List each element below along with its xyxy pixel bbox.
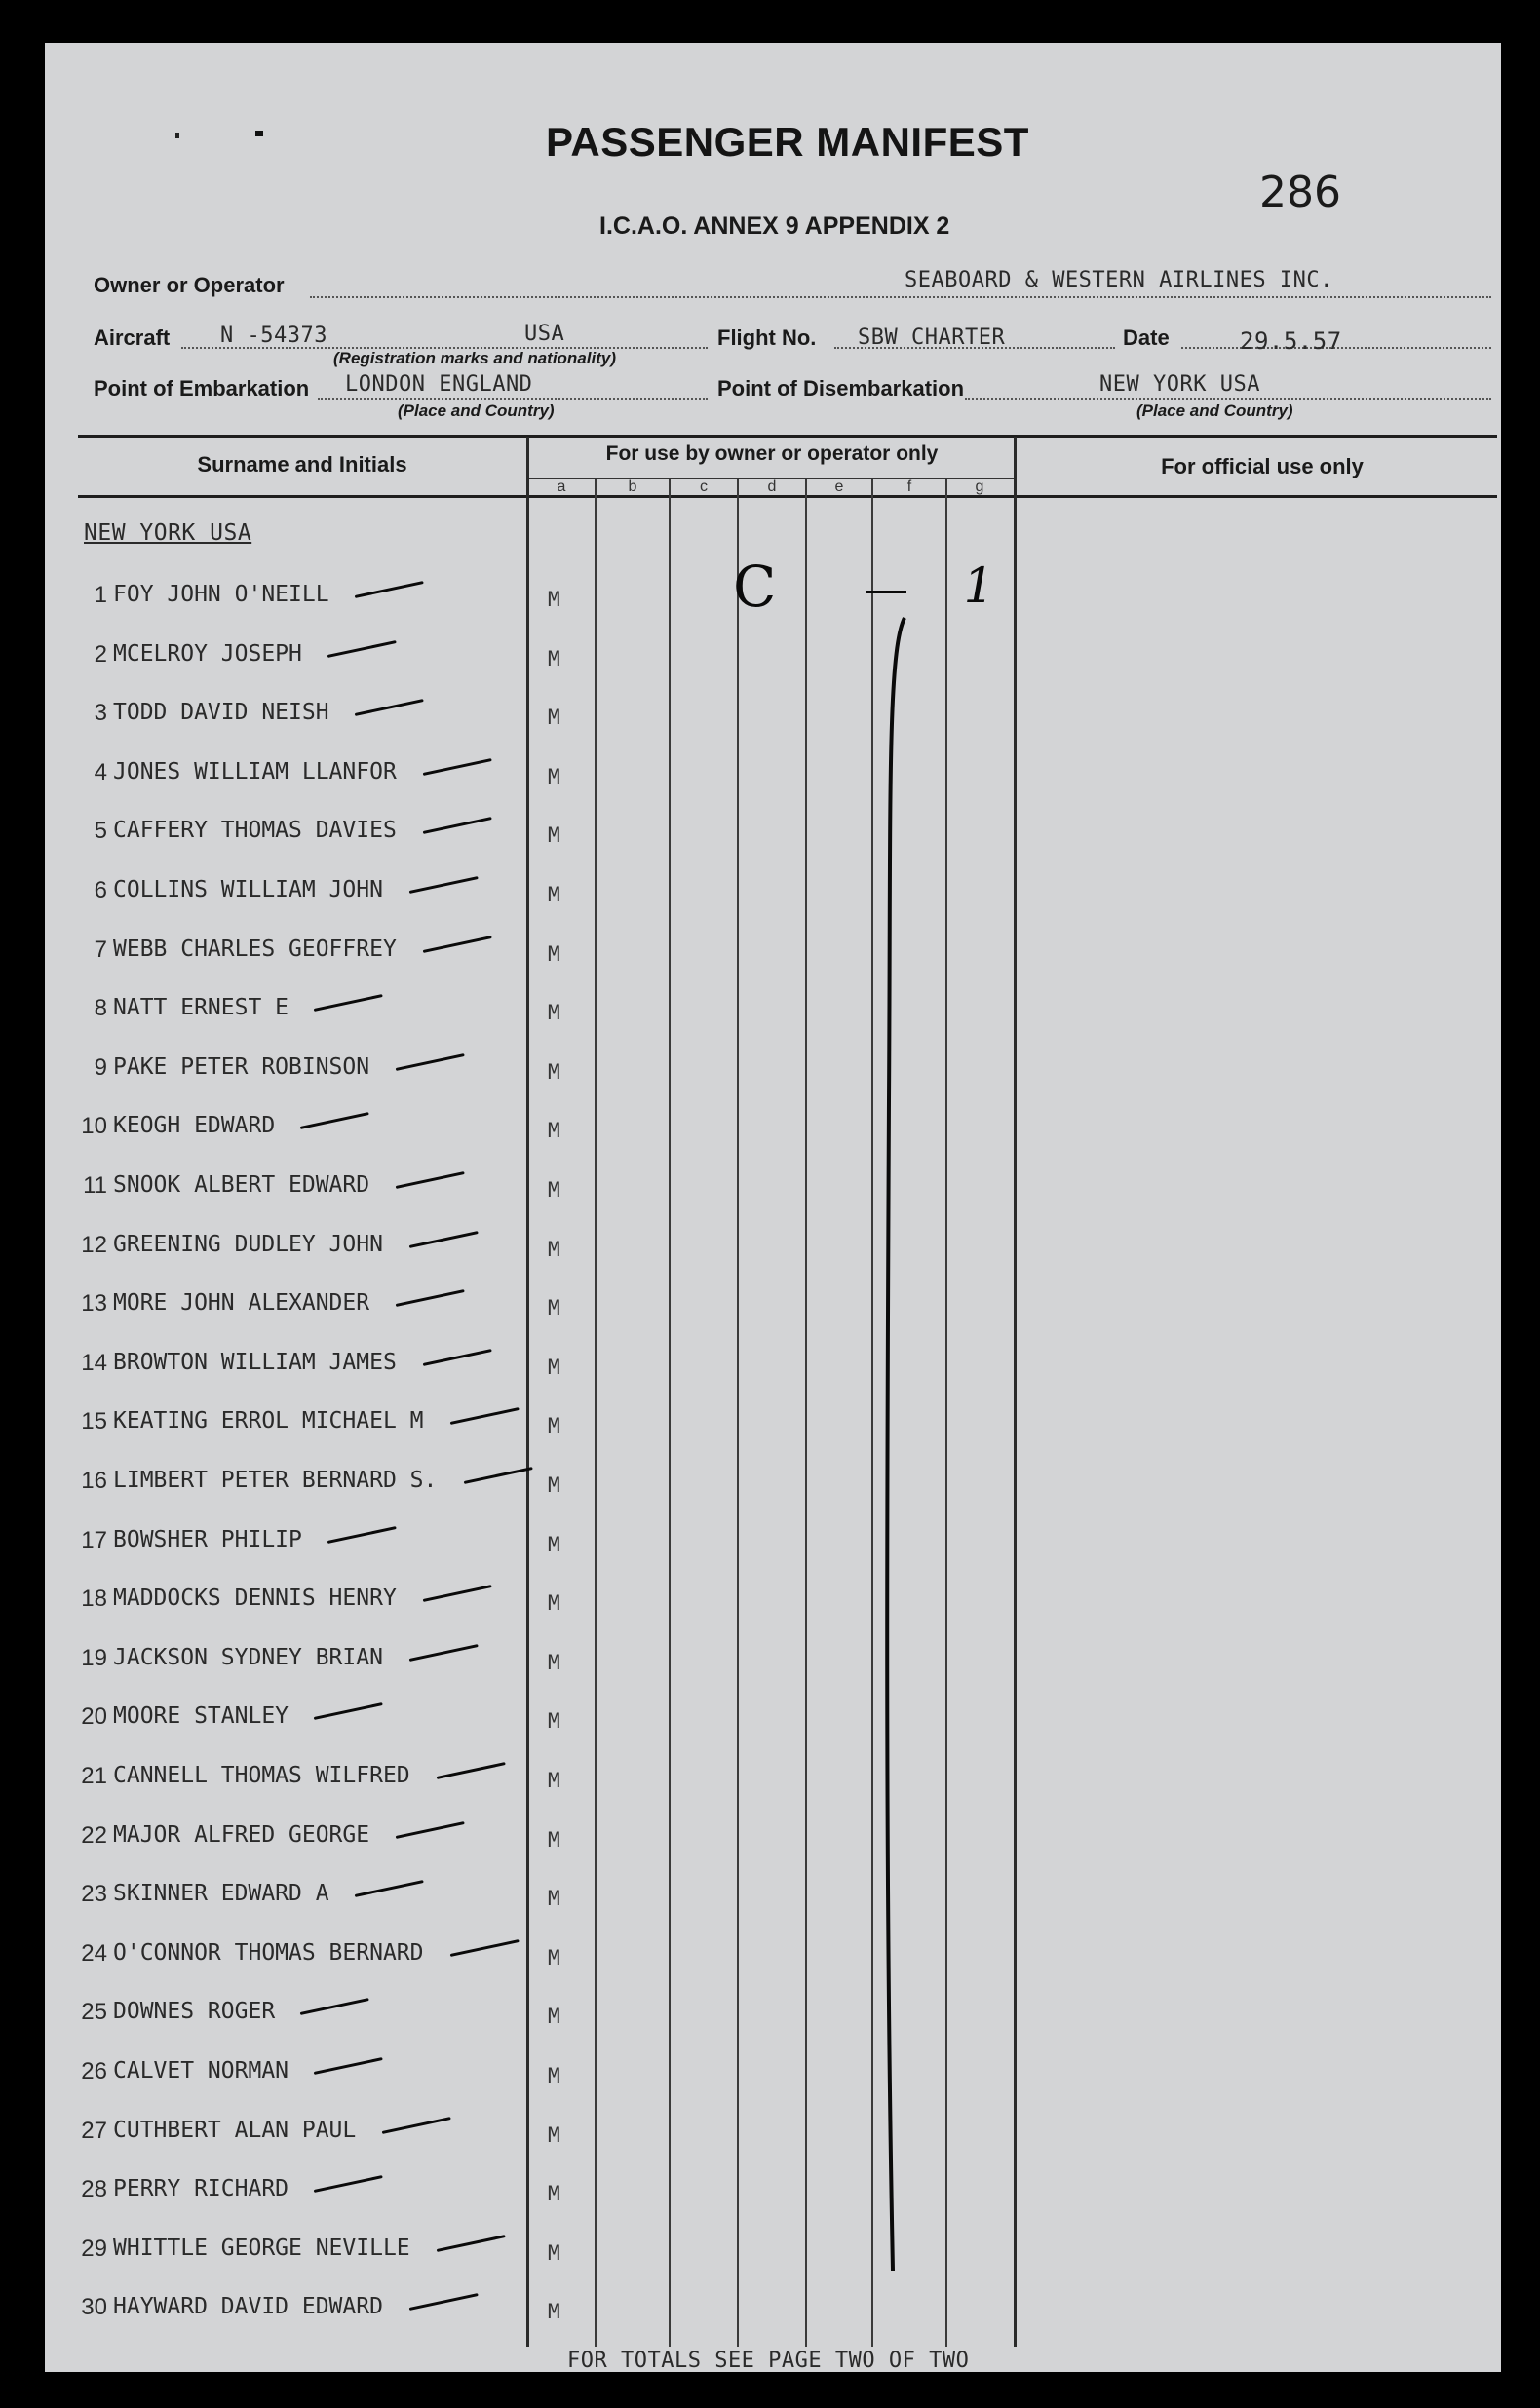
table-row	[0, 1468, 1540, 1507]
passenger-name: TODD DAVID NEISH	[113, 700, 329, 725]
handwritten-one: 1	[957, 557, 999, 614]
passenger-name: MADDOCKS DENNIS HENRY	[113, 1586, 397, 1611]
table-row	[0, 1290, 1540, 1329]
check-tick	[464, 1467, 533, 1484]
check-tick	[423, 1585, 492, 1602]
table-row	[0, 1113, 1540, 1152]
passenger-code: M	[548, 823, 560, 847]
table-row	[0, 2294, 1540, 2333]
passenger-code: M	[548, 1828, 560, 1852]
check-tick	[300, 1998, 369, 2015]
passenger-code: M	[548, 2241, 560, 2265]
aircraft-note: (Registration marks and nationality)	[333, 349, 616, 367]
check-tick	[396, 1821, 465, 1839]
passenger-code: M	[548, 1887, 560, 1910]
passenger-name: MOORE STANLEY	[113, 1703, 289, 1729]
date-label: Date	[1123, 325, 1170, 350]
passenger-code: M	[548, 765, 560, 788]
check-tick	[396, 1171, 465, 1189]
passenger-name: LIMBERT PETER BERNARD S.	[113, 1468, 438, 1493]
check-tick	[409, 2293, 479, 2311]
col-surname-header: Surname and Initials	[197, 452, 407, 477]
aircraft-value: N -54373	[220, 324, 327, 348]
date-value: 29.5.57	[1240, 327, 1342, 355]
passenger-code: M	[548, 1651, 560, 1674]
passenger-code: M	[548, 647, 560, 670]
owner-label: Owner or Operator	[94, 273, 285, 297]
row-number: 17	[81, 1527, 107, 1553]
row-number: 3	[94, 700, 107, 726]
passenger-name: WHITTLE GEORGE NEVILLE	[113, 2236, 410, 2261]
passenger-code: M	[548, 2300, 560, 2323]
table-row	[0, 1999, 1540, 2038]
passenger-name: NATT ERNEST E	[113, 995, 289, 1020]
page-subtitle: I.C.A.O. ANNEX 9 APPENDIX 2	[599, 212, 950, 240]
table-row	[0, 1822, 1540, 1861]
check-tick	[300, 1112, 369, 1129]
passenger-code: M	[548, 1473, 560, 1497]
check-tick	[423, 817, 492, 834]
passenger-name: GREENING DUDLEY JOHN	[113, 1232, 383, 1257]
page-title: PASSENGER MANIFEST	[546, 119, 1029, 165]
embark-value: LONDON ENGLAND	[345, 372, 533, 397]
passenger-name: FOY JOHN O'NEILL	[113, 582, 329, 607]
owner-value: SEABOARD & WESTERN AIRLINES INC.	[905, 268, 1333, 292]
col-letter-c: c	[700, 478, 708, 495]
table-row	[0, 1054, 1540, 1093]
check-tick	[450, 1407, 520, 1425]
passenger-name: WEBB CHARLES GEOFFREY	[113, 936, 397, 962]
col-letter-d: d	[767, 478, 777, 495]
check-tick	[437, 1762, 506, 1779]
table-row	[0, 2176, 1540, 2215]
check-tick	[423, 758, 492, 776]
table-row	[0, 936, 1540, 975]
row-number: 15	[81, 1408, 107, 1434]
table-row	[0, 1703, 1540, 1742]
page-number: 286	[1259, 168, 1341, 217]
row-number: 29	[81, 2236, 107, 2262]
passenger-name: O'CONNOR THOMAS BERNARD	[113, 1940, 424, 1966]
table-row	[0, 700, 1540, 739]
passenger-code: M	[548, 1533, 560, 1556]
col-letter-g: g	[975, 478, 984, 495]
table-row	[0, 1881, 1540, 1920]
passenger-name: CAFFERY THOMAS DAVIES	[113, 818, 397, 843]
check-tick	[314, 2175, 383, 2193]
flight-value: SBW CHARTER	[858, 325, 1006, 350]
passenger-code: M	[548, 1060, 560, 1084]
passenger-code: M	[548, 1591, 560, 1615]
passenger-code: M	[548, 1946, 560, 1969]
check-tick	[423, 936, 492, 953]
table-row	[0, 995, 1540, 1034]
passenger-code: M	[548, 1414, 560, 1437]
row-number: 12	[81, 1232, 107, 1258]
passenger-code: M	[548, 1296, 560, 1319]
table-row	[0, 1172, 1540, 1211]
col-letter-f: f	[906, 478, 912, 495]
table-row	[0, 818, 1540, 857]
ink-speck	[255, 131, 263, 136]
passenger-name: CANNELL THOMAS WILFRED	[113, 1763, 410, 1788]
table-row	[0, 1350, 1540, 1389]
aircraft-nationality: USA	[524, 322, 565, 346]
row-number: 14	[81, 1350, 107, 1376]
table-row	[0, 1232, 1540, 1271]
passenger-code: M	[548, 1356, 560, 1379]
check-tick	[355, 699, 424, 716]
row-number: 20	[81, 1703, 107, 1730]
row-number: 5	[94, 818, 107, 844]
row-number: 28	[81, 2176, 107, 2202]
table-row	[0, 759, 1540, 798]
passenger-name: BROWTON WILLIAM JAMES	[113, 1350, 397, 1375]
embark-label: Point of Embarkation	[94, 376, 310, 401]
passenger-name: BOWSHER PHILIP	[113, 1527, 302, 1552]
table-row	[0, 1763, 1540, 1802]
disembark-dotted-line	[965, 398, 1491, 400]
table-row	[0, 582, 1540, 621]
row-number: 10	[81, 1113, 107, 1139]
passenger-name: MCELROY JOSEPH	[113, 641, 302, 667]
check-tick	[409, 876, 479, 894]
passenger-code: M	[548, 706, 560, 729]
check-tick	[314, 2057, 383, 2075]
check-tick	[314, 994, 383, 1012]
passenger-name: CALVET NORMAN	[113, 2058, 289, 2083]
passenger-name: KEOGH EDWARD	[113, 1113, 276, 1138]
passenger-name: PAKE PETER ROBINSON	[113, 1054, 370, 1080]
check-tick	[382, 2117, 451, 2134]
check-tick	[355, 581, 424, 598]
check-tick	[437, 2235, 506, 2252]
embark-dotted-line	[318, 398, 708, 400]
handwritten-bracket-line	[858, 614, 916, 2310]
aircraft-label: Aircraft	[94, 325, 171, 350]
passenger-name: HAYWARD DAVID EDWARD	[113, 2294, 383, 2319]
owner-dotted-line	[310, 296, 1491, 298]
col-letter-b: b	[628, 478, 637, 495]
passenger-code: M	[548, 2182, 560, 2205]
passenger-code: M	[548, 2005, 560, 2028]
table-row	[0, 1645, 1540, 1684]
section-heading: NEW YORK USA	[84, 520, 252, 546]
table-row	[0, 2058, 1540, 2097]
table-row	[0, 641, 1540, 680]
flight-label: Flight No.	[717, 325, 817, 350]
check-tick	[409, 1644, 479, 1662]
row-number: 26	[81, 2058, 107, 2084]
row-number: 24	[81, 1940, 107, 1967]
check-tick	[314, 1702, 383, 1720]
check-tick	[327, 640, 397, 658]
row-number: 18	[81, 1586, 107, 1612]
passenger-code: M	[548, 1238, 560, 1261]
table-row	[0, 877, 1540, 916]
row-number: 2	[94, 641, 107, 668]
row-number: 9	[94, 1054, 107, 1081]
passenger-code: M	[548, 588, 560, 611]
passenger-name: SKINNER EDWARD A	[113, 1881, 329, 1906]
table-row	[0, 1527, 1540, 1566]
check-tick	[396, 1053, 465, 1071]
passenger-name: JONES WILLIAM LLANFOR	[113, 759, 397, 784]
passenger-name: KEATING ERROL MICHAEL M	[113, 1408, 424, 1433]
check-tick	[355, 1880, 424, 1897]
passenger-code: M	[548, 942, 560, 966]
check-tick	[409, 1231, 479, 1248]
row-number: 19	[81, 1645, 107, 1671]
passenger-code: M	[548, 1709, 560, 1733]
disembark-value: NEW YORK USA	[1099, 372, 1260, 397]
col-official-header: For official use only	[1161, 454, 1364, 478]
row-number: 30	[81, 2294, 107, 2320]
row-number: 11	[83, 1172, 107, 1199]
passenger-code: M	[548, 883, 560, 906]
table-row	[0, 1408, 1540, 1447]
passenger-code: M	[548, 1001, 560, 1024]
passenger-code: M	[548, 1178, 560, 1202]
row-number: 16	[81, 1468, 107, 1494]
passenger-name: MAJOR ALFRED GEORGE	[113, 1822, 370, 1848]
row-number: 8	[94, 995, 107, 1021]
row-number: 22	[81, 1822, 107, 1849]
col-operator-header: For use by owner or operator only	[605, 442, 939, 465]
row-number: 4	[94, 759, 107, 785]
passenger-name: MORE JOHN ALEXANDER	[113, 1290, 370, 1316]
passenger-code: M	[548, 2123, 560, 2147]
disembark-label: Point of Disembarkation	[717, 376, 965, 401]
passenger-name: SNOOK ALBERT EDWARD	[113, 1172, 370, 1198]
passenger-name: CUTHBERT ALAN PAUL	[113, 2118, 357, 2143]
passenger-code: M	[548, 1119, 560, 1142]
check-tick	[423, 1349, 492, 1366]
table-row	[0, 2118, 1540, 2157]
row-number: 1	[94, 582, 107, 608]
table-row	[0, 2236, 1540, 2274]
row-number: 13	[81, 1290, 107, 1317]
row-number: 6	[94, 877, 107, 903]
row-number: 25	[81, 1999, 107, 2025]
passenger-name: DOWNES ROGER	[113, 1999, 276, 2024]
handwritten-c: C	[733, 554, 777, 620]
table-row	[0, 1586, 1540, 1624]
col-letter-a: a	[557, 478, 566, 495]
check-tick	[396, 1289, 465, 1307]
check-tick	[327, 1526, 397, 1544]
row-number: 7	[94, 936, 107, 963]
row-number: 21	[81, 1763, 107, 1789]
passenger-name: PERRY RICHARD	[113, 2176, 289, 2201]
check-tick	[450, 1939, 520, 1957]
passenger-code: M	[548, 2064, 560, 2087]
ink-speck	[175, 133, 179, 138]
passenger-code: M	[548, 1769, 560, 1792]
passenger-name: COLLINS WILLIAM JOHN	[113, 877, 383, 902]
embark-note: (Place and Country)	[398, 401, 555, 420]
totals-note: FOR TOTALS SEE PAGE TWO OF TWO	[567, 2349, 970, 2373]
col-letter-e: e	[834, 478, 844, 495]
passenger-name: JACKSON SYDNEY BRIAN	[113, 1645, 383, 1670]
disembark-note: (Place and Country)	[1136, 401, 1293, 420]
row-number: 27	[81, 2118, 107, 2144]
row-number: 23	[81, 1881, 107, 1907]
table-top-rule	[78, 435, 1497, 438]
table-row	[0, 1940, 1540, 1979]
